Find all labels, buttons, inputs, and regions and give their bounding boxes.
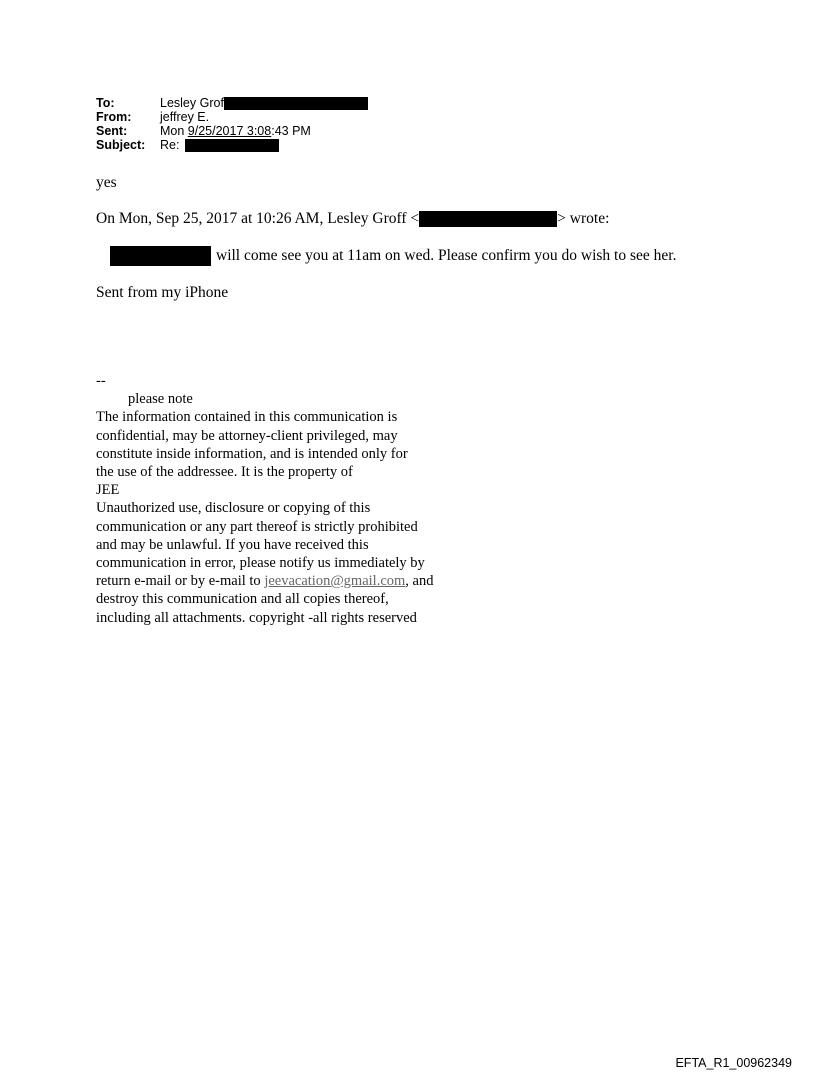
quoted-message bbox=[110, 246, 676, 266]
from-row bbox=[96, 110, 368, 124]
footer-line: the use of the addressee. It is the property of bbox=[96, 464, 353, 481]
footer-line: JEE bbox=[96, 482, 120, 499]
footer-line: communication or any part thereof is strictly prohibited bbox=[96, 518, 418, 535]
redaction-block bbox=[419, 211, 557, 227]
redaction-block bbox=[185, 139, 279, 152]
separator: -- bbox=[96, 373, 106, 389]
from-value: jeffrey E. bbox=[160, 110, 210, 124]
footer-line: and may be unlawful. If you have received this bbox=[96, 536, 369, 553]
confidentiality-footer bbox=[96, 372, 433, 627]
to-row bbox=[96, 96, 368, 110]
document-id: EFTA_R1_00962349 bbox=[675, 1056, 792, 1070]
footer-line: constitute inside information, and is intended only for bbox=[96, 445, 408, 462]
quote-intro-prefix: On Mon, Sep 25, 2017 at 10:26 AM, Lesley Groff < bbox=[96, 210, 420, 227]
email-link[interactable]: jeevacation@gmail.com bbox=[264, 573, 406, 590]
from-label: From: bbox=[96, 110, 132, 124]
to-label: To: bbox=[96, 96, 115, 110]
footer-line: including all attachments. copyright -all rights reserved bbox=[96, 609, 417, 626]
quoted-text: will come see you at 11am on wed. Please confirm you do wish to see her. bbox=[216, 247, 677, 264]
signature: Sent from my iPhone bbox=[96, 284, 229, 301]
footer-line: The information contained in this communication is bbox=[96, 409, 398, 426]
to-value: Lesley Grof bbox=[160, 96, 224, 110]
subject-value: Re: bbox=[160, 138, 180, 152]
redaction-block bbox=[110, 246, 211, 266]
footer-line: confidential, may be attorney-client privileged, may bbox=[96, 427, 398, 444]
email-suffix: , and bbox=[405, 573, 434, 590]
email-prefix: return e-mail or by e-mail to bbox=[96, 573, 265, 590]
sent-label: Sent: bbox=[96, 124, 128, 138]
footer-line: Unauthorized use, disclosure or copying of this bbox=[96, 500, 371, 517]
quote-intro-suffix: > wrote: bbox=[557, 210, 610, 227]
sent-prefix: Mon bbox=[160, 124, 188, 138]
reply-text: yes bbox=[96, 174, 117, 191]
footer-line: destroy this communication and all copies thereof, bbox=[96, 591, 389, 608]
sent-row bbox=[96, 124, 368, 138]
subject-row bbox=[96, 138, 368, 152]
note: please note bbox=[128, 391, 193, 408]
footer-line: communication in error, please notify us immediately by bbox=[96, 555, 425, 572]
sent-date: 9/25/2017 3:08 bbox=[187, 124, 272, 138]
subject-label: Subject: bbox=[96, 138, 146, 152]
redaction-block bbox=[224, 97, 368, 110]
quote-intro bbox=[96, 210, 609, 228]
sent-suffix: :43 PM bbox=[271, 124, 311, 138]
footer-email-line bbox=[96, 572, 433, 590]
email-header bbox=[96, 96, 368, 152]
